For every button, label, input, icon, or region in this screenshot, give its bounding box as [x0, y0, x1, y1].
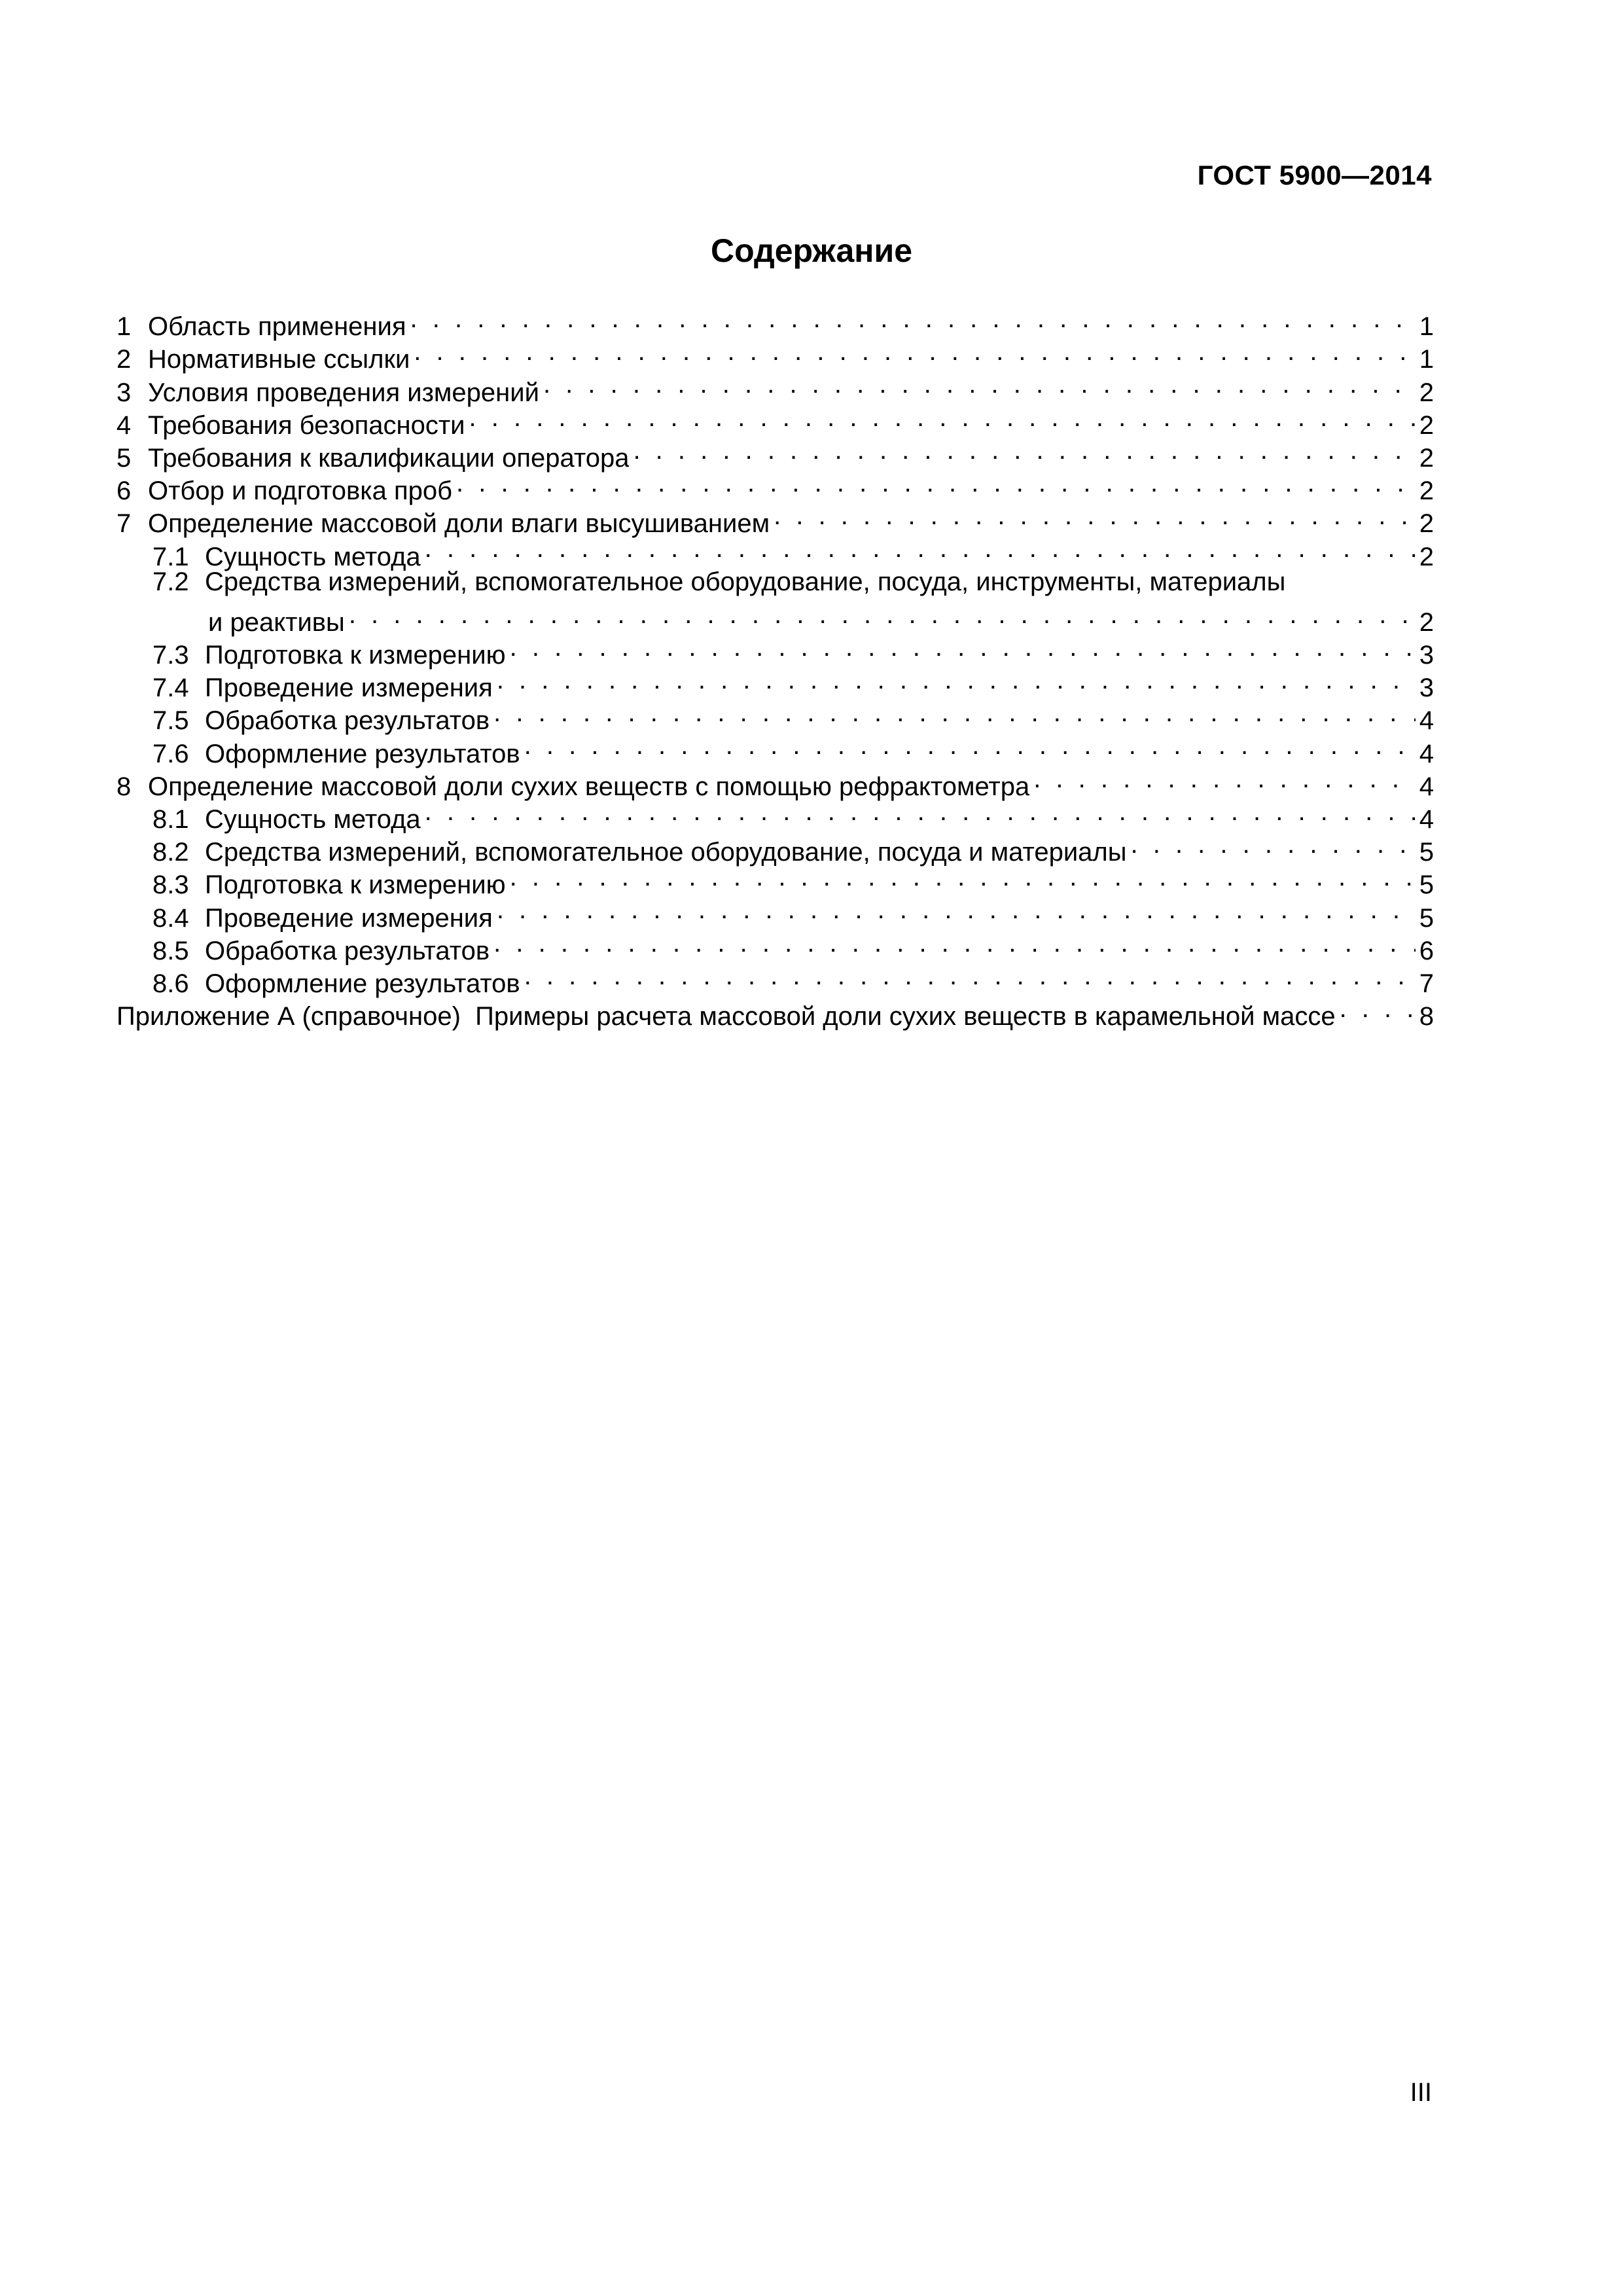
toc-leader-dots [510, 631, 1416, 664]
toc-entry-number: 7.6 [152, 739, 189, 768]
toc-entry-1[interactable] [116, 302, 1434, 342]
toc-entry-page: 2 [1419, 378, 1434, 407]
toc-entry-number: 7.5 [152, 706, 189, 736]
toc-leader-dots [1340, 992, 1416, 1025]
toc-entry-page: 2 [1419, 476, 1434, 506]
toc-entry-number: 7.1 [152, 542, 189, 571]
toc-entry-label: Нормативные ссылки [148, 345, 410, 374]
toc-entry-number: 5 [116, 443, 132, 473]
toc-entry-page: 2 [1419, 410, 1434, 440]
toc-entry-7-2-continuation[interactable] [116, 598, 1434, 637]
toc-entry-label: Средства измерений, вспомогательное оборудование, посуда и материалы [205, 838, 1127, 867]
toc-entry-page: 6 [1419, 936, 1434, 965]
toc-entry-page: 3 [1419, 673, 1434, 703]
toc-entry-label: Требования к квалификации оператора [148, 443, 630, 473]
toc-entry-number: 3 [116, 378, 132, 407]
toc-leader-dots [469, 401, 1416, 434]
toc-entry-number: 8.6 [152, 969, 189, 998]
toc-entry-label: Отбор и подготовка проб [148, 476, 453, 506]
toc-entry-label: Требования безопасности [148, 410, 465, 440]
toc-entry-page: 5 [1419, 870, 1434, 900]
toc-entry-label: Подготовка к измерению [205, 870, 506, 900]
toc-entry-label: Оформление результатов [205, 739, 520, 768]
toc-entry-label: Область применения [148, 312, 406, 342]
toc-leader-dots [497, 893, 1416, 926]
toc-entry-number: 8.5 [152, 936, 189, 965]
toc-leader-dots [349, 598, 1416, 631]
toc-entry-label: Определение массовой доли влаги высушиванием [148, 509, 770, 539]
toc-entry-page: 7 [1419, 969, 1434, 998]
toc-entry-page: 5 [1419, 838, 1434, 867]
toc-leader-dots [633, 434, 1415, 467]
toc-entry-number: 1 [116, 312, 132, 342]
toc-entry-page: 4 [1419, 805, 1434, 834]
toc-entry-label: Обработка результатов [205, 936, 490, 965]
toc-entry-page: 1 [1419, 312, 1434, 342]
toc-entry-label: Средства измерений, вспомогательное оборудование, посуда, инструменты, материалы [205, 567, 1286, 596]
toc-entry-label: Приложение А (справочное) Примеры расчета массовой доли сухих веществ в карамельной массе [116, 1002, 1336, 1031]
toc-entry-label: Условия проведения измерений [148, 378, 539, 407]
toc-entry-page: 4 [1419, 739, 1434, 768]
toc-leader-dots [425, 795, 1416, 828]
toc-entry-page: 2 [1419, 443, 1434, 473]
toc-entry-page: 8 [1419, 1002, 1434, 1031]
toc-entry-label: Обработка результатов [205, 706, 490, 736]
toc-entry-page: 4 [1419, 706, 1434, 736]
toc-leader-dots [414, 335, 1415, 368]
toc-entry-number: 8.4 [152, 903, 189, 933]
toc-leader-dots [543, 368, 1416, 401]
toc-entry-page: 4 [1419, 772, 1434, 801]
toc-entry-label: Оформление результатов [205, 969, 520, 998]
toc-entry-number: 2 [116, 345, 132, 374]
toc-entry-7-2[interactable] [116, 565, 1434, 598]
toc-leader-dots [493, 696, 1416, 729]
toc-entry-label: Подготовка к измерению [205, 641, 506, 670]
toc-entry-number: 7.3 [152, 641, 189, 670]
toc-entry-number: 7.2 [152, 567, 189, 596]
toc-entry-number: 7.4 [152, 673, 189, 703]
toc-entry-label-continuation: и реактивы [208, 607, 345, 637]
toc-entry-label: Сущность метода [205, 542, 421, 571]
toc-leader-dots [493, 927, 1416, 960]
toc-entry-label: Проведение измерения [205, 903, 493, 933]
toc-title: Содержание [710, 232, 913, 269]
toc-entry-page: 2 [1419, 509, 1434, 539]
toc-entry-page: 1 [1419, 345, 1434, 374]
toc-leader-dots [524, 729, 1416, 762]
toc-entry-label: Проведение измерения [205, 673, 493, 703]
page-number: III [1410, 2078, 1432, 2107]
toc-entry-number: 8.1 [152, 805, 189, 834]
toc-leader-dots [425, 532, 1416, 565]
toc-entry-number: 4 [116, 410, 132, 440]
toc-leader-dots [510, 861, 1416, 893]
toc-leader-dots [774, 499, 1416, 532]
toc-leader-dots [1033, 762, 1416, 795]
toc-entry-page: 5 [1419, 903, 1434, 933]
toc-leader-dots [410, 302, 1416, 335]
toc-entry-number: 7 [116, 509, 132, 539]
document-code: ГОСТ 5900—2014 [1197, 160, 1432, 190]
toc-entry-number: 8.3 [152, 870, 189, 900]
toc-entry-label: Сущность метода [205, 805, 421, 834]
toc-leader-dots [1131, 828, 1416, 861]
toc-entry-number: 6 [116, 476, 132, 506]
toc-leader-dots [456, 467, 1416, 499]
toc-entry-page: 3 [1419, 641, 1434, 670]
toc-entry-label: Определение массовой доли сухих веществ с помощью рефрактометра [148, 772, 1030, 801]
toc-entry-page: 2 [1419, 542, 1434, 571]
toc-leader-dots [497, 664, 1416, 696]
toc-entry-number: 8 [116, 772, 132, 801]
toc-leader-dots [524, 960, 1416, 992]
toc-entry-number: 8.2 [152, 838, 189, 867]
table-of-contents [116, 302, 1434, 1031]
toc-entry-page: 2 [1419, 607, 1434, 637]
